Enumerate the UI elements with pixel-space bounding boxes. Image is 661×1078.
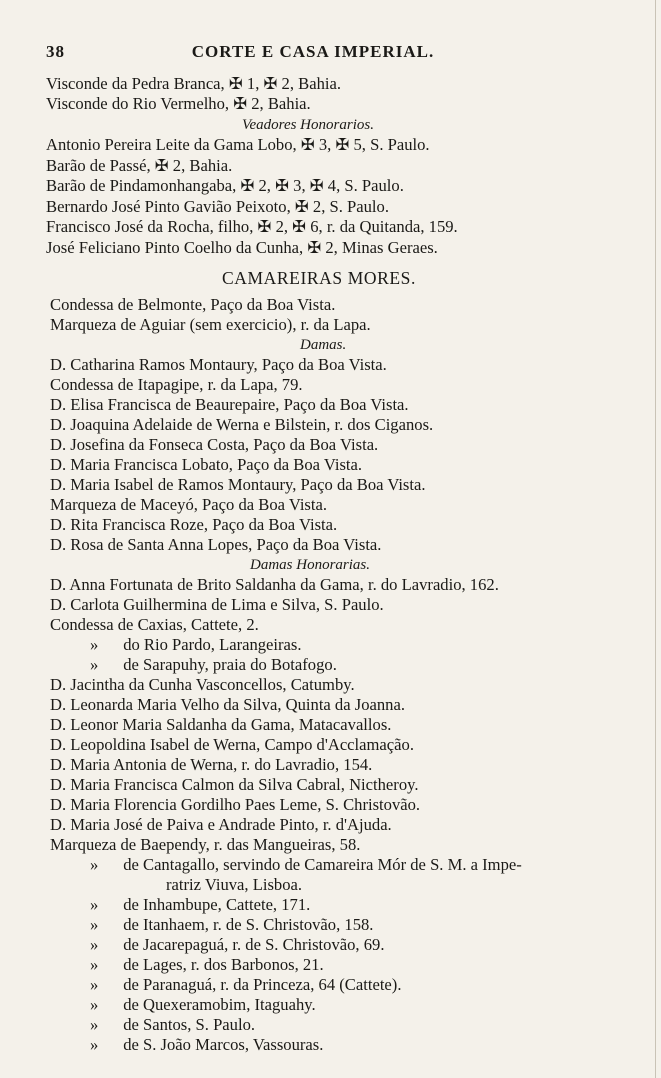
entry-line-continuation: ratriz Viuva, Lisboa. bbox=[166, 875, 303, 894]
subsection-heading: Veadores Honorarios. bbox=[242, 117, 374, 133]
entry-line: Barão de Passé, ✠ 2, Bahia. bbox=[46, 156, 233, 175]
entry-line: D. Catharina Ramos Montaury, Paço da Boa Vista. bbox=[50, 355, 387, 374]
entry-line: » de Quexeramobim, Itaguahy. bbox=[90, 995, 316, 1014]
entry-line: » de Sarapuhy, praia do Botafogo. bbox=[90, 655, 337, 674]
entry-line: Marqueza de Baependy, r. das Mangueiras, 58. bbox=[50, 835, 361, 854]
entry-line: » de S. João Marcos, Vassouras. bbox=[90, 1035, 324, 1054]
entry-line: D. Rosa de Santa Anna Lopes, Paço da Boa Vista. bbox=[50, 535, 382, 554]
entry-line: Barão de Pindamonhangaba, ✠ 2, ✠ 3, ✠ 4, S. Paulo. bbox=[46, 176, 404, 195]
entry-line: D. Maria José de Paiva e Andrade Pinto, r. d'Ajuda. bbox=[50, 815, 392, 834]
entry-line: Marqueza de Maceyó, Paço da Boa Vista. bbox=[50, 495, 328, 514]
entry-line: D. Maria Francisca Calmon da Silva Cabral, Nictheroy. bbox=[50, 775, 419, 794]
entry-line: Visconde da Pedra Branca, ✠ 1, ✠ 2, Bahia. bbox=[46, 74, 341, 93]
entry-line: D. Jacintha da Cunha Vasconcellos, Catumby. bbox=[50, 675, 355, 694]
entry-line: D. Leopoldina Isabel de Werna, Campo d'Acclamação. bbox=[50, 735, 414, 754]
entry-line: D. Josefina da Fonseca Costa, Paço da Boa Vista. bbox=[50, 435, 379, 454]
subsection-heading: Damas Honorarias. bbox=[250, 557, 371, 573]
entry-line: D. Carlota Guilhermina de Lima e Silva, S. Paulo. bbox=[50, 595, 384, 614]
entry-line: » de Cantagallo, servindo de Camareira Mór de S. M. a Impe- bbox=[90, 855, 522, 874]
subsection-heading: Damas. bbox=[300, 337, 347, 353]
entry-line: » de Itanhaem, r. de S. Christovão, 158. bbox=[90, 915, 374, 934]
entry-line: D. Joaquina Adelaide de Werna e Bilstein, r. dos Ciganos. bbox=[50, 415, 434, 434]
entry-line: José Feliciano Pinto Coelho da Cunha, ✠ 2, Minas Geraes. bbox=[46, 238, 438, 257]
entry-line: D. Maria Florencia Gordilho Paes Leme, S. Christovão. bbox=[50, 795, 421, 814]
entry-line: D. Maria Isabel de Ramos Montaury, Paço da Boa Vista. bbox=[50, 475, 426, 494]
entry-line: D. Leonarda Maria Velho da Silva, Quinta da Joanna. bbox=[50, 695, 405, 714]
section-heading: CAMAREIRAS MORES. bbox=[222, 268, 416, 288]
entry-line: D. Maria Antonia de Werna, r. do Lavradio, 154. bbox=[50, 755, 373, 774]
entry-line: D. Anna Fortunata de Brito Saldanha da Gama, r. do Lavradio, 162. bbox=[50, 575, 499, 594]
entry-line: D. Elisa Francisca de Beaurepaire, Paço da Boa Vista. bbox=[50, 395, 409, 414]
entry-line: » de Lages, r. dos Barbonos, 21. bbox=[90, 955, 324, 974]
entry-line: Francisco José da Rocha, filho, ✠ 2, ✠ 6, r. da Quitanda, 159. bbox=[46, 217, 458, 236]
entry-line: » de Paranaguá, r. da Princeza, 64 (Cattete). bbox=[90, 975, 402, 994]
entry-line: Condessa de Itapagipe, r. da Lapa, 79. bbox=[50, 375, 303, 394]
entry-line: » de Inhambupe, Cattete, 171. bbox=[90, 895, 311, 914]
page-header bbox=[0, 42, 661, 66]
entry-line: Marqueza de Aguiar (sem exercicio), r. da Lapa. bbox=[50, 315, 371, 334]
running-title: CORTE E CASA IMPERIAL. bbox=[191, 42, 435, 61]
entry-line: Condessa de Belmonte, Paço da Boa Vista. bbox=[50, 295, 336, 314]
entry-line: » do Rio Pardo, Larangeiras. bbox=[90, 635, 302, 654]
entry-line: » de Jacarepaguá, r. de S. Christovão, 69. bbox=[90, 935, 385, 954]
entry-line: D. Maria Francisca Lobato, Paço da Boa Vista. bbox=[50, 455, 363, 474]
entry-line: Condessa de Caxias, Cattete, 2. bbox=[50, 615, 259, 634]
entry-line: D. Leonor Maria Saldanha da Gama, Matacavallos. bbox=[50, 715, 392, 734]
entry-line: » de Santos, S. Paulo. bbox=[90, 1015, 256, 1034]
entry-line: D. Rita Francisca Roze, Paço da Boa Vista. bbox=[50, 515, 338, 534]
entry-line: Bernardo José Pinto Gavião Peixoto, ✠ 2, S. Paulo. bbox=[46, 197, 389, 216]
entry-line: Antonio Pereira Leite da Gama Lobo, ✠ 3, ✠ 5, S. Paulo. bbox=[46, 135, 430, 154]
entry-line: Visconde do Rio Vermelho, ✠ 2, Bahia. bbox=[46, 94, 311, 113]
page-number: 38 bbox=[46, 42, 65, 61]
